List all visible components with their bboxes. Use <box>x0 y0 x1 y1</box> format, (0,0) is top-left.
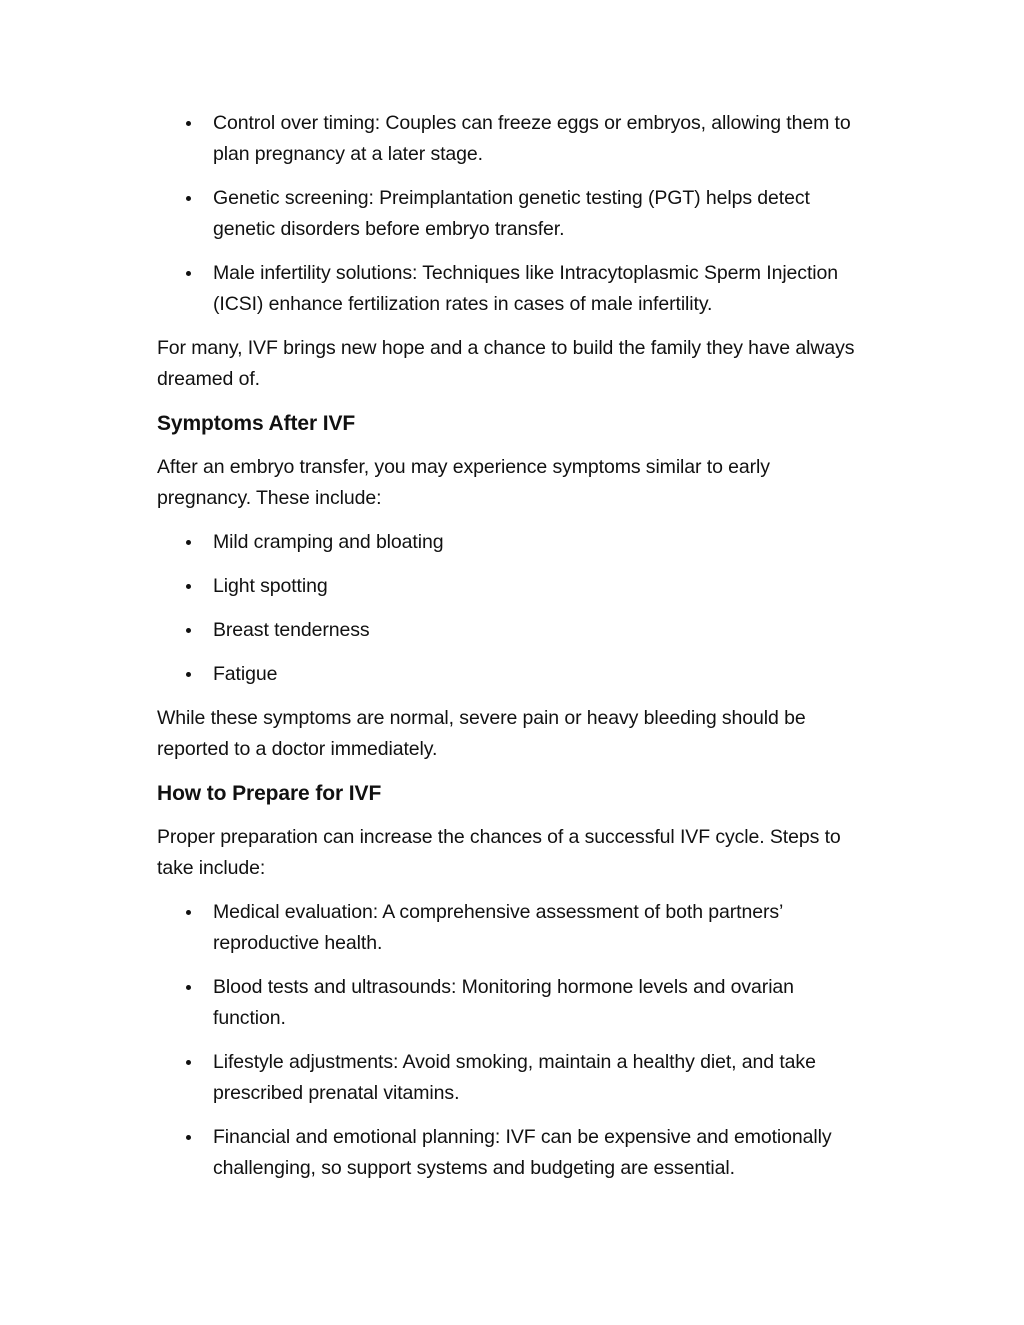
symptoms-intro: After an embryo transfer, you may experience symptoms similar to early pregnancy. These include: <box>157 456 770 509</box>
prepare-heading: How to Prepare for IVF <box>157 782 382 805</box>
list-item <box>157 258 867 320</box>
list-item-text: Medical evaluation: A comprehensive assessment of both partners’ reproductive health. <box>213 901 783 954</box>
list-item-text: Financial and emotional planning: IVF can be expensive and emotionally challenging, so support systems and budgeting are essential. <box>213 1126 832 1179</box>
bullet-icon <box>186 985 191 990</box>
list-item <box>157 972 867 1034</box>
list-item-text: Lifestyle adjustments: Avoid smoking, maintain a healthy diet, and take prescribed prenatal vitamins. <box>213 1051 816 1104</box>
bullet-icon <box>186 672 191 677</box>
symptoms-list <box>157 527 867 690</box>
list-item <box>157 1122 867 1184</box>
prepare-steps-list <box>157 897 867 1184</box>
list-item-text: Genetic screening: Preimplantation genetic testing (PGT) helps detect genetic disorders before embryo transfer. <box>213 187 810 240</box>
symptoms-heading: Symptoms After IVF <box>157 412 356 435</box>
list-item <box>157 659 867 690</box>
list-item-text: Fatigue <box>213 663 278 685</box>
bullet-icon <box>186 196 191 201</box>
list-item <box>157 183 867 245</box>
list-item <box>157 527 867 558</box>
bullet-icon <box>186 1060 191 1065</box>
list-item-text: Male infertility solutions: Techniques like Intracytoplasmic Sperm Injection (ICSI) enhance fertilization rates in cases of male infertility. <box>213 262 838 315</box>
list-item-text: Mild cramping and bloating <box>213 531 444 553</box>
list-item <box>157 108 867 170</box>
list-item-text: Breast tenderness <box>213 619 370 641</box>
bullet-icon <box>186 540 191 545</box>
symptoms-outro: While these symptoms are normal, severe pain or heavy bleeding should be reported to a doctor immediately. <box>157 707 806 760</box>
bullet-icon <box>186 628 191 633</box>
list-item <box>157 615 867 646</box>
list-item-text: Blood tests and ultrasounds: Monitoring hormone levels and ovarian function. <box>213 976 794 1029</box>
list-item <box>157 571 867 602</box>
bullet-icon <box>186 584 191 589</box>
list-item <box>157 1047 867 1109</box>
hope-paragraph: For many, IVF brings new hope and a chance to build the family they have always dreamed of. <box>157 337 855 390</box>
bullet-icon <box>186 121 191 126</box>
bullet-icon <box>186 1135 191 1140</box>
ivf-benefits-list <box>157 108 867 320</box>
list-item-text: Light spotting <box>213 575 328 597</box>
document-page <box>157 108 867 1197</box>
prepare-intro: Proper preparation can increase the chances of a successful IVF cycle. Steps to take include: <box>157 826 841 879</box>
bullet-icon <box>186 910 191 915</box>
list-item-text: Control over timing: Couples can freeze eggs or embryos, allowing them to plan pregnancy at a later stage. <box>213 112 851 165</box>
list-item <box>157 897 867 959</box>
bullet-icon <box>186 271 191 276</box>
